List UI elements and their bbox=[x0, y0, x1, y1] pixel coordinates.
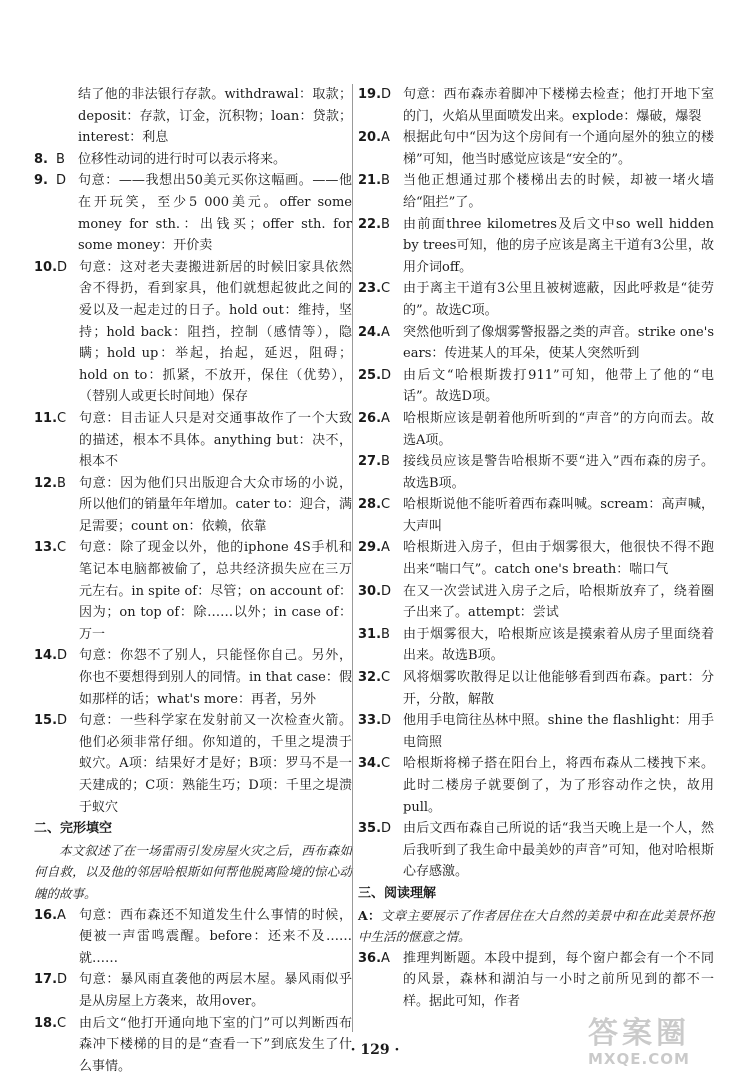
explanation-text: 由后文“他打开通向地下室的门”可以判断西布森冲下楼梯的目的是“查看一下”到底发生了什么事情。 bbox=[79, 1015, 352, 1074]
answer-entry bbox=[358, 127, 714, 170]
answer-entry bbox=[34, 969, 352, 1012]
explanation-text: 句意：暴风雨直袭他的两层木屋。暴风雨似乎是从房屋上方袭来，故用over。 bbox=[79, 972, 352, 1009]
explanation-text: 风将烟雾吹散得足以让他能够看到西布森。part：分开，分散，解散 bbox=[403, 670, 714, 707]
question-number: 36. bbox=[358, 950, 382, 966]
explanation-text: 句意：——我想出50美元买你这幅画。——他在开玩笑，至少5 000美元。offer some money for sth.：出钱买；offer sth. for some money：开价卖 bbox=[78, 173, 352, 254]
answer-letter: D bbox=[381, 87, 392, 102]
answer-letter: D bbox=[381, 583, 392, 599]
answer-entry bbox=[358, 753, 714, 818]
question-number: 18. bbox=[34, 1015, 58, 1031]
answer-entry bbox=[34, 473, 352, 538]
answer-letter: A bbox=[381, 950, 390, 966]
answer-letter: D bbox=[57, 259, 68, 275]
watermark-url: MXQE.COM bbox=[588, 1050, 690, 1068]
section-heading: 三、阅读理解 bbox=[358, 885, 437, 901]
explanation-text: 哈根斯将梯子搭在阳台上，将西布森从二楼拽下来。此时二楼房子就要倒了，为了形容动作之快，故用pull。 bbox=[403, 756, 714, 815]
answer-entry bbox=[358, 710, 714, 753]
question-number: 27. bbox=[358, 454, 382, 470]
explanation-text: 由后文西布森自己所说的话“我当天晚上是一个人，然后我听到了我生命中最美妙的声音”可知，他对哈根斯心存感激。 bbox=[403, 821, 714, 880]
explanation-text: 他用手电筒往丛林中照。shine the flashlight：用手电筒照 bbox=[403, 713, 714, 750]
answer-entry bbox=[34, 257, 352, 408]
answer-entry bbox=[358, 667, 714, 710]
watermark-text: 答案圈 bbox=[588, 1016, 690, 1051]
explanation-text: 当他正想通过那个楼梯出去的时候，却被一堵火墙给“阻拦”了。 bbox=[403, 173, 714, 210]
explanation-text: 由于离主干道有3公里且被树遮蔽，因此呼救是“徒劳的”。故选C项。 bbox=[403, 281, 714, 318]
answer-entry bbox=[358, 214, 714, 279]
answer-letter: D bbox=[57, 648, 68, 664]
answer-letter: A bbox=[381, 540, 390, 556]
answer-entry bbox=[358, 451, 714, 494]
answer-letter: D bbox=[57, 972, 68, 988]
explanation-text: 句意：你怨不了别人，只能怪你自己。另外，你也不要想得到别人的同情。in that case：假如那样的话；what's more：再者，另外 bbox=[79, 648, 352, 707]
question-number: 20. bbox=[358, 130, 382, 146]
answer-letter: C bbox=[57, 1015, 67, 1031]
answer-letter: D bbox=[381, 821, 392, 837]
right-column bbox=[358, 84, 714, 1013]
question-number: 26. bbox=[358, 410, 382, 426]
answer-letter: A bbox=[381, 130, 390, 146]
answer-entry bbox=[34, 170, 352, 256]
answer-entry bbox=[358, 170, 714, 213]
answer-entry bbox=[358, 494, 714, 537]
passage-summary: 本文叙述了在一场雷雨引发房屋火灾之后，西布森如何自救，以及他的邻居哈根斯如何帮他脱离险境的惊心动魄的故事。 bbox=[34, 842, 352, 901]
answer-letter: B bbox=[56, 151, 65, 167]
question-number: 21. bbox=[358, 173, 382, 189]
explanation-text: 句意：这对老夫妻搬进新居的时候旧家具依然舍不得扔，看到家具，他们就想起彼此之间的爱以及一起走过的日子。hold out：维持，坚持；hold back：阻挡，控制（感情等），隐瞒；hold up：举起，抬起，延迟，阻碍；hold on to：抓紧，不放开，保住（优势），（替别人或更长时间地）保存 bbox=[79, 259, 352, 405]
passage-label: A： bbox=[358, 907, 381, 923]
answer-entry bbox=[358, 624, 714, 667]
answer-letter: B bbox=[381, 626, 390, 642]
answer-letter: D bbox=[381, 367, 392, 383]
explanation-text: 根据此句中“因为这个房间有一个通向屋外的独立的楼梯”可知，他当时感觉应该是“安全的”。 bbox=[403, 130, 714, 167]
question-number: 11. bbox=[34, 410, 58, 426]
answer-entry bbox=[358, 322, 714, 365]
explanation-text: 句意：因为他们只出版迎合大众市场的小说，所以他们的销量年年增加。cater to：迎合，满足需要；count on：依赖，依靠 bbox=[79, 475, 352, 534]
answer-letter: B bbox=[381, 173, 390, 189]
watermark-logo bbox=[588, 1018, 738, 1074]
question-number: 28. bbox=[358, 497, 382, 513]
answer-letter: D bbox=[57, 713, 68, 729]
column-divider bbox=[352, 84, 353, 1032]
explanation-text: 接线员应该是警告哈根斯不要“进入”西布森的房子。故选B项。 bbox=[403, 454, 714, 491]
question-number: 24. bbox=[358, 324, 382, 340]
question-number: 15. bbox=[34, 713, 58, 729]
answer-entry bbox=[358, 948, 714, 1013]
question-number: 23. bbox=[358, 281, 382, 297]
answer-letter: D bbox=[381, 713, 392, 729]
question-number: 10. bbox=[34, 259, 58, 275]
question-number: 31. bbox=[358, 626, 382, 642]
answer-letter: C bbox=[381, 281, 391, 297]
answer-letter: C bbox=[57, 540, 67, 556]
answer-entry bbox=[358, 84, 714, 127]
answer-letter: B bbox=[57, 475, 66, 491]
answer-letter: B bbox=[381, 216, 390, 232]
explanation-text: 句意：一些科学家在发射前又一次检查火箭。他们必须非常仔细。你知道的，千里之堤溃于蚁穴。A项：结果好才是好；B项：罗马不是一天建成的；C项：熟能生巧；D项：千里之堤溃于蚁穴 bbox=[79, 713, 352, 815]
question-number: 9. bbox=[34, 173, 48, 189]
explanation-text: 由前面three kilometres及后文中so well hidden by trees可知，他的房子应该是离主干道有3公里，故用介词off。 bbox=[403, 216, 714, 275]
explanation-text: 哈根斯说他不能听着西布森叫喊。scream：高声喊，大声叫 bbox=[403, 497, 714, 534]
answer-entry bbox=[358, 365, 714, 408]
answer-entry bbox=[34, 710, 352, 818]
question-number: 13. bbox=[34, 540, 58, 556]
answer-continuation: 结了他的非法银行存款。withdrawal：取款；deposit：存款，订金，沉积物；loan：贷款；interest：利息 bbox=[78, 87, 352, 146]
question-number: 16. bbox=[34, 907, 58, 923]
left-column bbox=[34, 84, 352, 1077]
answer-letter: A bbox=[57, 907, 66, 923]
explanation-text: 哈根斯进入房子，但由于烟雾很大，他很快不得不跑出来“喘口气”。catch one's breath：喘口气 bbox=[403, 540, 714, 578]
answer-letter: C bbox=[381, 756, 391, 772]
question-number: 17. bbox=[34, 972, 58, 988]
question-number: 34. bbox=[358, 756, 382, 772]
answer-letter: A bbox=[381, 324, 390, 340]
answer-letter: C bbox=[381, 670, 391, 686]
question-number: 12. bbox=[34, 475, 58, 491]
explanation-text: 突然他听到了像烟雾警报器之类的声音。strike one's ears：传进某人的耳朵，使某人突然听到 bbox=[403, 324, 714, 362]
answer-entry bbox=[34, 645, 352, 710]
section-heading: 二、完形填空 bbox=[34, 821, 113, 837]
question-number: 22. bbox=[358, 216, 382, 232]
passage-summary bbox=[358, 905, 714, 948]
question-number: 14. bbox=[34, 648, 58, 664]
answer-entry bbox=[358, 818, 714, 883]
question-number: 33. bbox=[358, 713, 382, 729]
answer-entry bbox=[358, 581, 714, 624]
question-number: 19. bbox=[358, 87, 382, 102]
question-number: 29. bbox=[358, 540, 382, 556]
explanation-text: 由于烟雾很大，哈根斯应该是摸索着从房子里面绕着出来。故选B项。 bbox=[403, 626, 714, 664]
page-number: · 129 · bbox=[350, 1042, 400, 1058]
answer-letter: D bbox=[56, 173, 67, 189]
question-number: 35. bbox=[358, 821, 382, 837]
question-number: 32. bbox=[358, 670, 382, 686]
answer-letter: C bbox=[57, 410, 67, 426]
question-number: 25. bbox=[358, 367, 382, 383]
explanation-text: 哈根斯应该是朝着他所听到的“声音”的方向而去。故选A项。 bbox=[403, 410, 714, 448]
explanation-text: 推理判断题。本段中提到，每个窗户都会有一个不同的风景，森林和湖泊与一小时之前所见到的都不一样。据此可知，作者 bbox=[403, 950, 714, 1009]
answer-entry bbox=[34, 149, 352, 171]
explanation-text: 位移性动词的进行时可以表示将来。 bbox=[78, 151, 287, 167]
explanation-text: 句意：目击证人只是对交通事故作了一个大致的描述，根本不具体。anything but：决不，根本不 bbox=[79, 410, 352, 470]
explanation-text: 句意：西布森还不知道发生什么事情的时候，便被一声雷鸣震醒。before：还来不及……就…… bbox=[79, 907, 352, 966]
answer-entry bbox=[358, 278, 714, 321]
explanation-text: 在又一次尝试进入房子之后，哈根斯放弃了，绕着圈子出来了。attempt：尝试 bbox=[403, 583, 714, 621]
passage-summary-text: 文章主要展示了作者居住在大自然的美景中和在此美景怀抱中生活的惬意之情。 bbox=[358, 907, 714, 945]
question-number: 30. bbox=[358, 583, 382, 599]
answer-letter: C bbox=[381, 497, 391, 513]
answer-entry bbox=[34, 905, 352, 970]
explanation-text: 句意：除了现金以外，他的iphone 4S手机和笔记本电脑都被偷了，总共经济损失应在三万元左右。in spite of：尽管；on account of：因为；on top of：除……以外；in case of：万一 bbox=[79, 540, 352, 642]
explanation-text: 由后文“哈根斯拨打911”可知，他带上了他的“电话”。故选D项。 bbox=[403, 367, 714, 405]
question-number: 8. bbox=[34, 151, 48, 167]
answer-entry bbox=[34, 408, 352, 473]
explanation-text: 句意：西布森赤着脚冲下楼梯去检查；他打开地下室的门，火焰从里面喷发出来。explode：爆破，爆裂 bbox=[403, 87, 714, 124]
answer-entry bbox=[34, 537, 352, 645]
answer-entry bbox=[358, 408, 714, 451]
answer-entry bbox=[358, 537, 714, 580]
answer-letter: A bbox=[381, 410, 390, 426]
answer-letter: B bbox=[381, 454, 390, 470]
